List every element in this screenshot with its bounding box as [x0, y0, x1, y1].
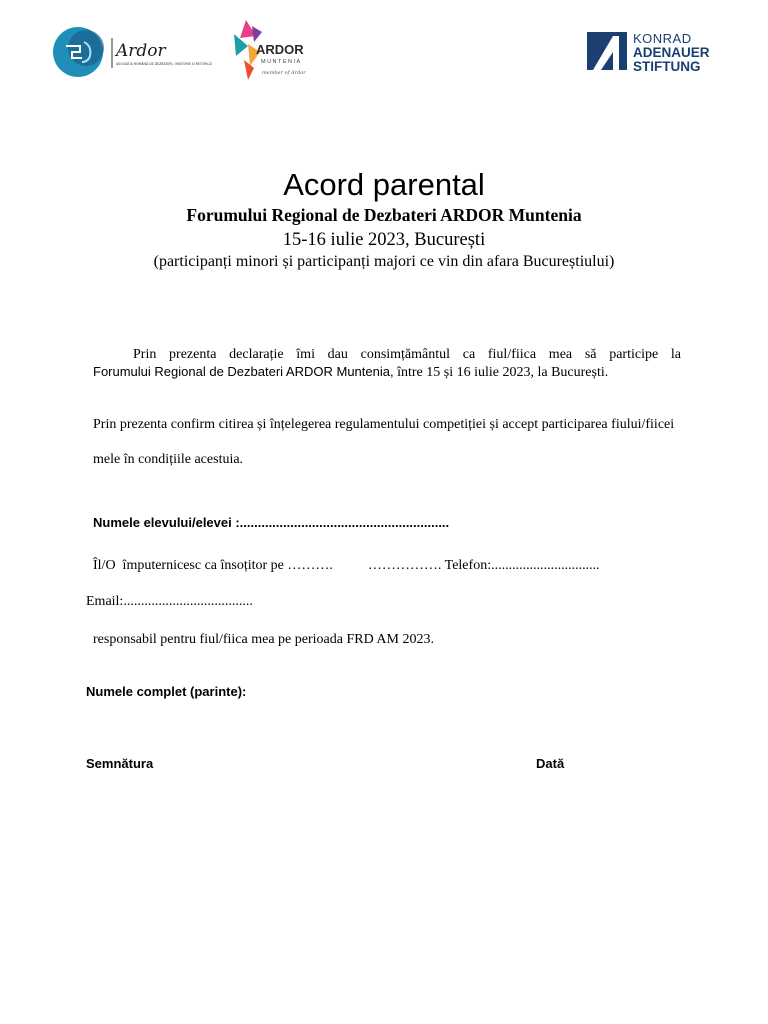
signature-label: Semnătura [86, 756, 154, 771]
consent-event-dates: între 15 și 16 iulie 2023, la București. [393, 365, 609, 380]
parent-name-field[interactable]: Numele complet (parinte): [86, 684, 247, 699]
delegate-field[interactable]: Îl/O împuternicesc ca însoțitor pe ………. ……………. Telefon:............................... [93, 558, 600, 573]
document-subtitle: Forumului Regional de Dezbateri ARDOR Muntenia [186, 205, 582, 225]
responsibility-statement: responsabil pentru fiul/fiica mea pe perioada FRD AM 2023. [93, 632, 434, 647]
ardor-muntenia-member: member of Ardor [262, 70, 306, 76]
document-title: Acord parental [283, 167, 485, 202]
participants-note: (participanți minori și participanți majori ce vin din afara Bucureștiului) [153, 253, 615, 270]
date-label: Dată [536, 756, 565, 771]
ardor-muntenia-logo [226, 16, 318, 86]
ardor-muntenia-name: ARDOR [256, 42, 304, 57]
kas-logo-line3: STIFTUNG [633, 59, 701, 74]
ardor-logo-name: Ardor [116, 41, 166, 61]
email-field[interactable]: Email:..................................... [86, 594, 253, 609]
consent-line-1: Prin prezenta declarație îmi dau consimțământul ca fiul/fiica mea să participe la [133, 347, 681, 362]
kas-logo [585, 28, 735, 74]
rules-confirmation-paragraph: Prin prezenta confirm citirea și înțelegerea regulamentului competiției și accept participarea fiului/fiicei mele în condițiile acestuia. [93, 417, 675, 467]
ardor-muntenia-region: MUNTENIA [261, 59, 302, 65]
event-dates: 15-16 iulie 2023, București [282, 230, 486, 250]
consent-event-name: Forumului Regional de Dezbateri ARDOR Muntenia, [93, 364, 394, 379]
ardor-logo-subtext: ASOCIAȚIA ROMÂNĂ DE DEZBATERI, ORATORIE ȘI RETORICĂ [116, 62, 212, 66]
ardor-logo [52, 26, 212, 78]
kas-logo-line1: KONRAD [633, 31, 692, 46]
student-name-field[interactable]: Numele elevului/elevei :.......................................................... [93, 515, 450, 530]
consent-paragraph [93, 346, 681, 381]
consent-line-2 [93, 363, 681, 381]
kas-logo-line2: ADENAUER [633, 45, 710, 60]
